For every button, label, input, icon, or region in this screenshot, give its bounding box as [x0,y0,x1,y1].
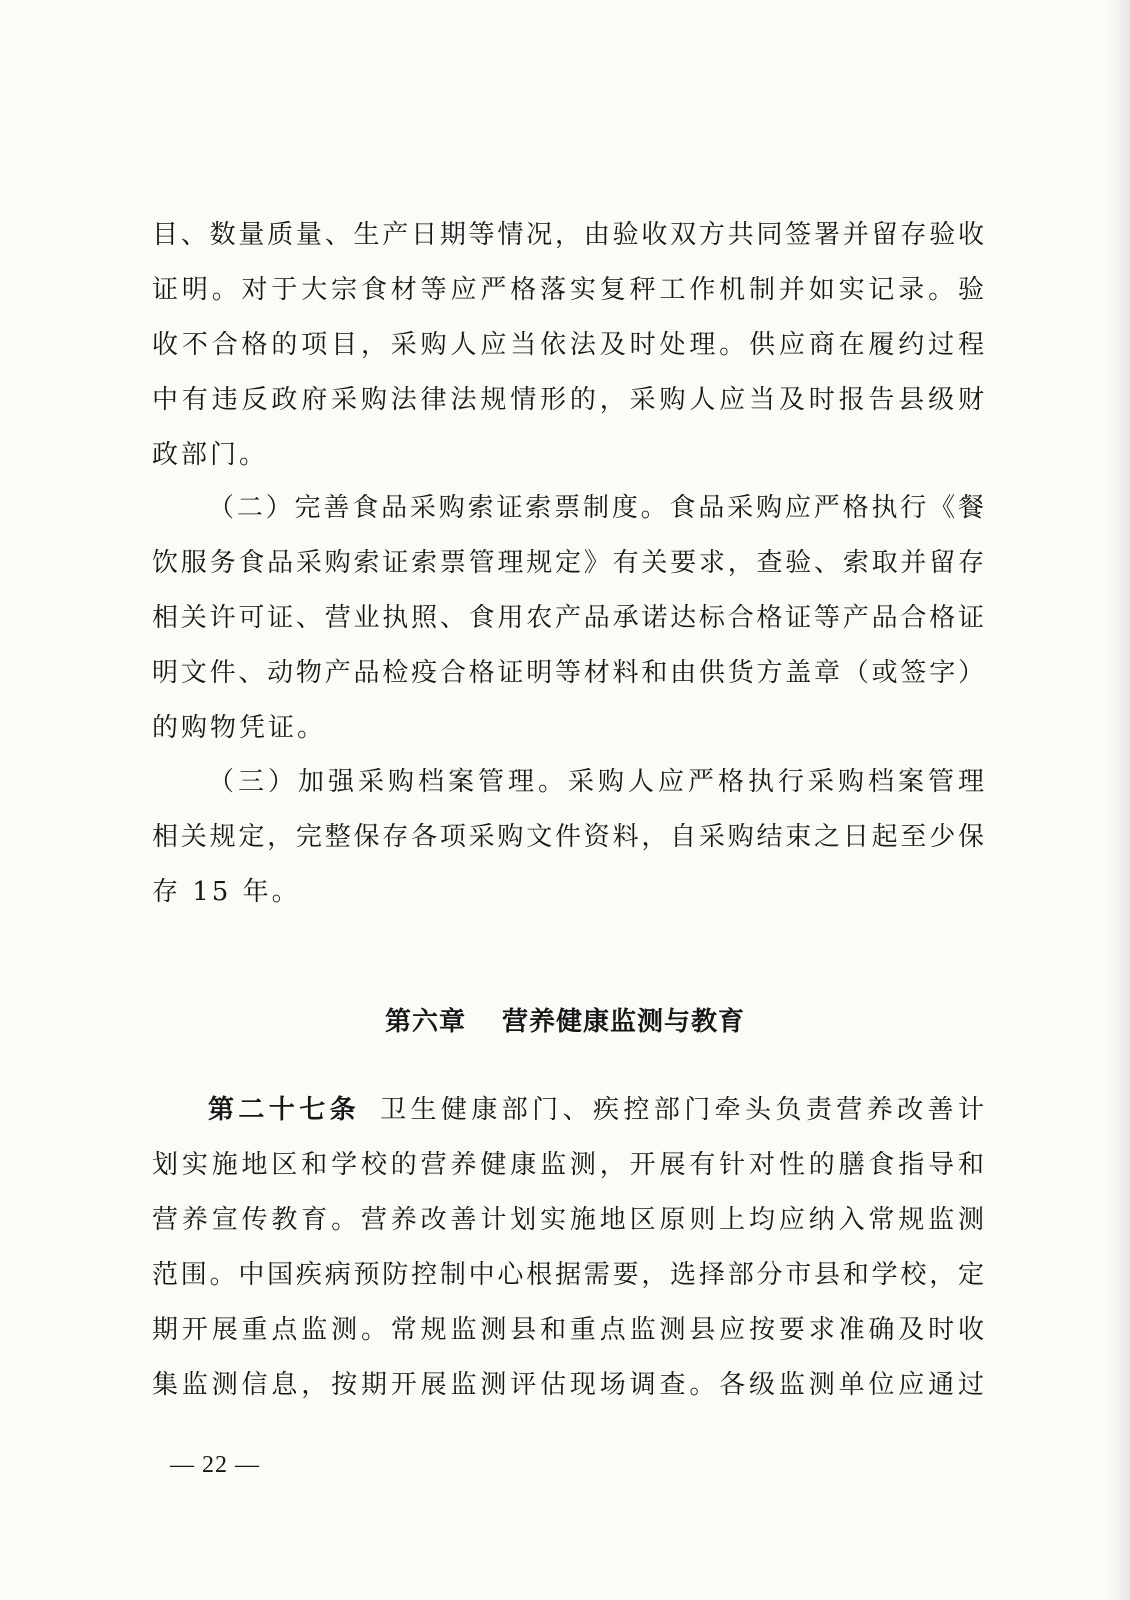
text-line: 相关许可证、营业执照、食用农产品承诺达标合格证等产品合格证 [152,603,984,633]
text-line: 划实施地区和学校的营养健康监测，开展有针对性的膳食指导和 [152,1150,984,1180]
scan-edge-shadow [1108,0,1130,1600]
paragraph-item-3 [152,755,984,920]
text-line: 存 15 年。 [152,877,301,907]
text-line: 中有违反政府采购法律法规情形的，采购人应当及时报告县级财 [152,385,984,415]
chapter-number: 第六章 [384,1007,466,1037]
paragraph-item-2 [152,481,984,756]
article-label: 第二十七条 [208,1095,361,1125]
text-line: 明文件、动物产品检疫合格证明等材料和由供货方盖章（或签字） [152,658,984,688]
text-line: （三）加强采购档案管理。采购人应严格执行采购档案管理 [208,767,984,797]
paragraph-continuation [152,208,984,483]
text-line: 相关规定，完整保存各项采购文件资料，自采购结束之日起至少保 [152,822,984,852]
text-line: 的购物凭证。 [152,713,327,743]
article-first-line [152,1083,984,1138]
text-line: 营养宣传教育。营养改善计划实施地区原则上均应纳入常规监测 [152,1205,984,1235]
article-27 [152,1083,984,1413]
text-line: 范围。中国疾病预防控制中心根据需要，选择部分市县和学校，定 [152,1260,984,1290]
text-line: 证明。对于大宗食材等应严格落实复秤工作机制并如实记录。验 [152,275,984,305]
chapter-title: 营养健康监测与教育 [502,1007,746,1037]
text-line: 期开展重点监测。常规监测县和重点监测县应按要求准确及时收 [152,1315,984,1345]
text-line: 收不合格的项目，采购人应当依法及时处理。供应商在履约过程 [152,330,984,360]
page-number: — 22 — [170,1452,260,1478]
text-line: 目、数量质量、生产日期等情况，由验收双方共同签署并留存验收 [152,220,984,250]
chapter-heading [0,1002,1130,1042]
text-line: 集监测信息，按期开展监测评估现场调查。各级监测单位应通过 [152,1370,984,1400]
text-line: （二）完善食品采购索证索票制度。食品采购应严格执行《餐 [208,493,984,523]
text-line: 政部门。 [152,440,269,470]
text-line: 饮服务食品采购索证索票管理规定》有关要求，查验、索取并留存 [152,548,984,578]
article-text: 卫生健康部门、疾控部门牵头负责营养改善计 [380,1095,984,1125]
